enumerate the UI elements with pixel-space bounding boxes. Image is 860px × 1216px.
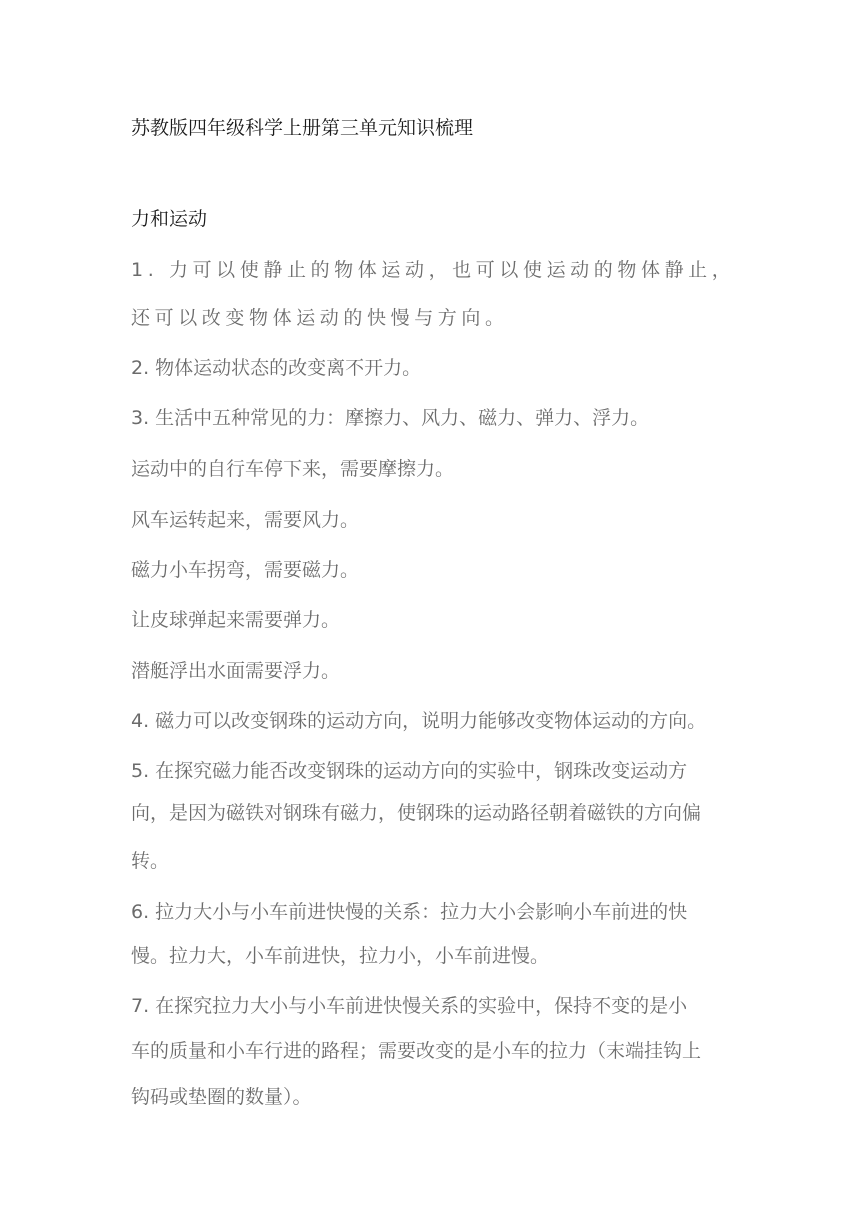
paragraph-line: 转。 — [131, 850, 170, 872]
paragraph-line: 风车运转起来，需要风力。 — [131, 509, 360, 531]
paragraph-line: 3. 生活中五种常见的力：摩擦力、风力、磁力、弹力、浮力。 — [131, 407, 650, 429]
paragraph-line: 向，是因为磁铁对钢珠有磁力，使钢珠的运动路径朝着磁铁的方向偏 — [131, 802, 702, 824]
paragraph-line: 让皮球弹起来需要弹力。 — [131, 609, 341, 631]
section-heading: 力和运动 — [131, 208, 208, 230]
paragraph-line: 运动中的自行车停下来，需要摩擦力。 — [131, 458, 455, 480]
paragraph-line: 4. 磁力可以改变钢珠的运动方向，说明力能够改变物体运动的方向。 — [131, 710, 707, 732]
paragraph-line: 2. 物体运动状态的改变离不开力。 — [131, 357, 422, 379]
document-title: 苏教版四年级科学上册第三单元知识梳理 — [131, 117, 474, 139]
paragraph-line: 钩码或垫圈的数量）。 — [131, 1086, 312, 1108]
paragraph-line: 1. 力可以使静止的物体运动，也可以使运动的物体静止， — [131, 259, 736, 281]
paragraph-line: 6. 拉力大小与小车前进快慢的关系：拉力大小会影响小车前进的快 — [131, 901, 688, 923]
paragraph-line: 5. 在探究磁力能否改变钢珠的运动方向的实验中，钢珠改变运动方 — [131, 760, 688, 782]
paragraph-line: 慢。拉力大，小车前进快，拉力小，小车前进慢。 — [131, 945, 550, 967]
paragraph-line: 7. 在探究拉力大小与小车前进快慢关系的实验中，保持不变的是小 — [131, 995, 688, 1017]
paragraph-line: 还可以改变物体运动的快慢与方向。 — [131, 307, 509, 329]
paragraph-line: 车的质量和小车行进的路程；需要改变的是小车的拉力（末端挂钩上 — [131, 1040, 702, 1062]
paragraph-line: 磁力小车拐弯，需要磁力。 — [131, 559, 360, 581]
paragraph-line: 潜艇浮出水面需要浮力。 — [131, 660, 341, 682]
